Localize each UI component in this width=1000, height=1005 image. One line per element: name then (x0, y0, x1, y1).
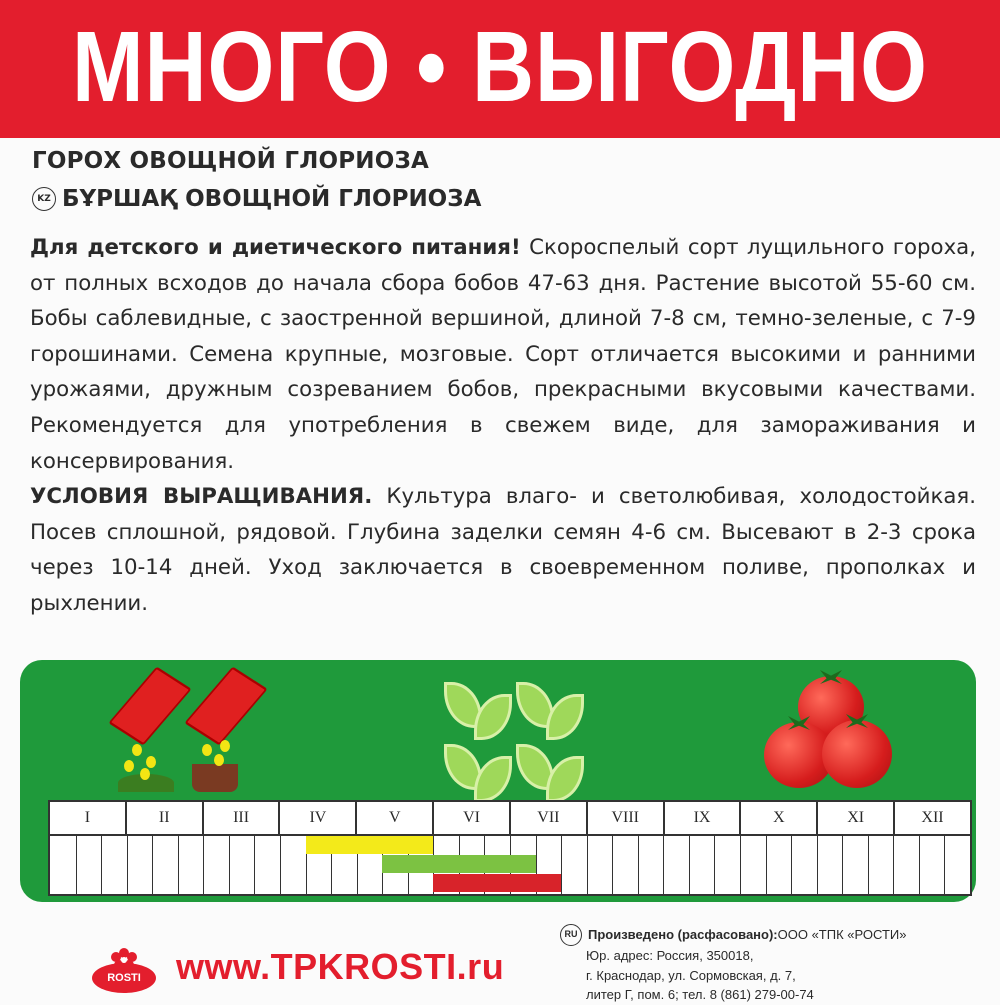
calendar-month-label: X (741, 802, 818, 834)
calendar-decade-cell (893, 836, 920, 894)
seed-icon (214, 754, 224, 766)
calendar-month-label: III (204, 802, 281, 834)
conditions-lead: УСЛОВИЯ ВЫРАЩИВАНИЯ. (30, 484, 373, 510)
seed-packet-icon (108, 666, 191, 745)
calendar-grid (50, 836, 970, 894)
calendar-month-label: VII (511, 802, 588, 834)
description-body: Скороспелый сорт лущильного гороха, от полных всходов до начала сбора бобов 47-63 дня. Растение высотой 55-60 см. Бобы саблевидные, с заостренной вершиной, длиной 7-8 см, темно-зеленые, с 7-9 горошинами. Семена крупные, мозговые. Сорт отличается высокими и ранними урожаями, дружным созреванием бобов, прекрасными вкусовыми качествами. Рекомендуется для употребления в свежем виде, для замораживания и консервирования. (30, 235, 976, 474)
seedling-icon (474, 694, 512, 740)
calendar-decade-cell (280, 836, 307, 894)
calendar-decade-cell (919, 836, 946, 894)
rosti-logo (92, 943, 156, 995)
website-link[interactable]: www.TPKROSTI.ru (176, 946, 505, 987)
description-lead: Для детского и диетического питания! (30, 235, 521, 260)
producer-address-line: Юр. адрес: Россия, 350018, (586, 948, 754, 963)
calendar-decade-cell (944, 836, 971, 894)
calendar-month-label: XI (818, 802, 895, 834)
calendar-decade-cell (638, 836, 665, 894)
calendar-decade-cell (791, 836, 818, 894)
kz-language-badge: KZ (32, 187, 56, 211)
calendar-decade-cell (714, 836, 741, 894)
conditions-body: Культура влаго- и светолюбивая, холодостойкая. Посев сплошной, рядовой. Глубина заделки семян 4-6 см. Высевают в 2-3 срока через 10-14 дней. Уход заключается в своевременном поливе, прополках и рыхлении. (30, 484, 976, 616)
product-title: ГОРОХ ОВОЩНОЙ ГЛОРИОЗА (32, 148, 430, 174)
calendar-month-label: V (357, 802, 434, 834)
calendar-decade-cell (842, 836, 869, 894)
banner-title: МНОГО • ВЫГОДНО (72, 11, 928, 123)
seed-icon (220, 740, 230, 752)
calendar-decade-cell (740, 836, 767, 894)
product-description (30, 230, 976, 622)
calendar-decade-cell (50, 836, 77, 894)
producer-label: Произведено (расфасовано): (588, 927, 778, 943)
seed-icon (202, 744, 212, 756)
calendar-decade-cell (612, 836, 639, 894)
producer-name: ООО «ТПК «РОСТИ» (777, 927, 907, 943)
calendar-month-row (50, 802, 970, 836)
calendar-decade-cell (229, 836, 256, 894)
producer-info (560, 924, 990, 1005)
calendar-month-label: I (50, 802, 127, 834)
seedling-icon (474, 756, 512, 802)
flower-pot-icon (192, 764, 238, 792)
seedling-icon (546, 756, 584, 802)
growing-period-bar (382, 855, 535, 873)
calendar-month-label: VIII (588, 802, 665, 834)
seed-icon (140, 768, 150, 780)
seedling-icon (546, 694, 584, 740)
seed-icon (124, 760, 134, 772)
calendar-month-label: II (127, 802, 204, 834)
calendar-decade-cell (868, 836, 895, 894)
calendar-decade-cell (203, 836, 230, 894)
calendar-month-label: IX (665, 802, 742, 834)
kz-product-title: БҰРШАҚ ОВОЩНОЙ ГЛОРИОЗА (62, 186, 482, 212)
ru-language-badge: RU (560, 924, 582, 946)
calendar-decade-cell (178, 836, 205, 894)
producer-address-line: литер Г, пом. 6; тел. 8 (861) 279-00-74 (586, 987, 814, 1002)
seed-icon (132, 744, 142, 756)
harvest-period-bar (433, 874, 561, 892)
calendar-decade-cell (663, 836, 690, 894)
calendar-decade-cell (817, 836, 844, 894)
calendar-month-label: VI (434, 802, 511, 834)
top-banner (0, 0, 1000, 138)
producer-address-line: г. Краснодар, ул. Сормовская, д. 7, (586, 967, 796, 983)
calendar-decade-cell (766, 836, 793, 894)
kz-title-row (32, 186, 481, 212)
calendar-decade-cell (127, 836, 154, 894)
calendar-decade-cell (561, 836, 588, 894)
calendar-decade-cell (254, 836, 281, 894)
seed-packet-icon (184, 666, 267, 745)
calendar-decade-cell (689, 836, 716, 894)
harvest-tomato-icon (822, 720, 892, 788)
seed-icon (146, 756, 156, 768)
calendar-month-label: IV (280, 802, 357, 834)
calendar-month-label: XII (921, 809, 944, 826)
rosti-logo-text: ROSTI (92, 963, 156, 993)
sowing-calendar (48, 800, 972, 896)
calendar-decade-cell (587, 836, 614, 894)
sowing-period-bar (306, 836, 434, 854)
calendar-decade-cell (76, 836, 103, 894)
calendar-decade-cell (152, 836, 179, 894)
calendar-decade-cell (101, 836, 128, 894)
